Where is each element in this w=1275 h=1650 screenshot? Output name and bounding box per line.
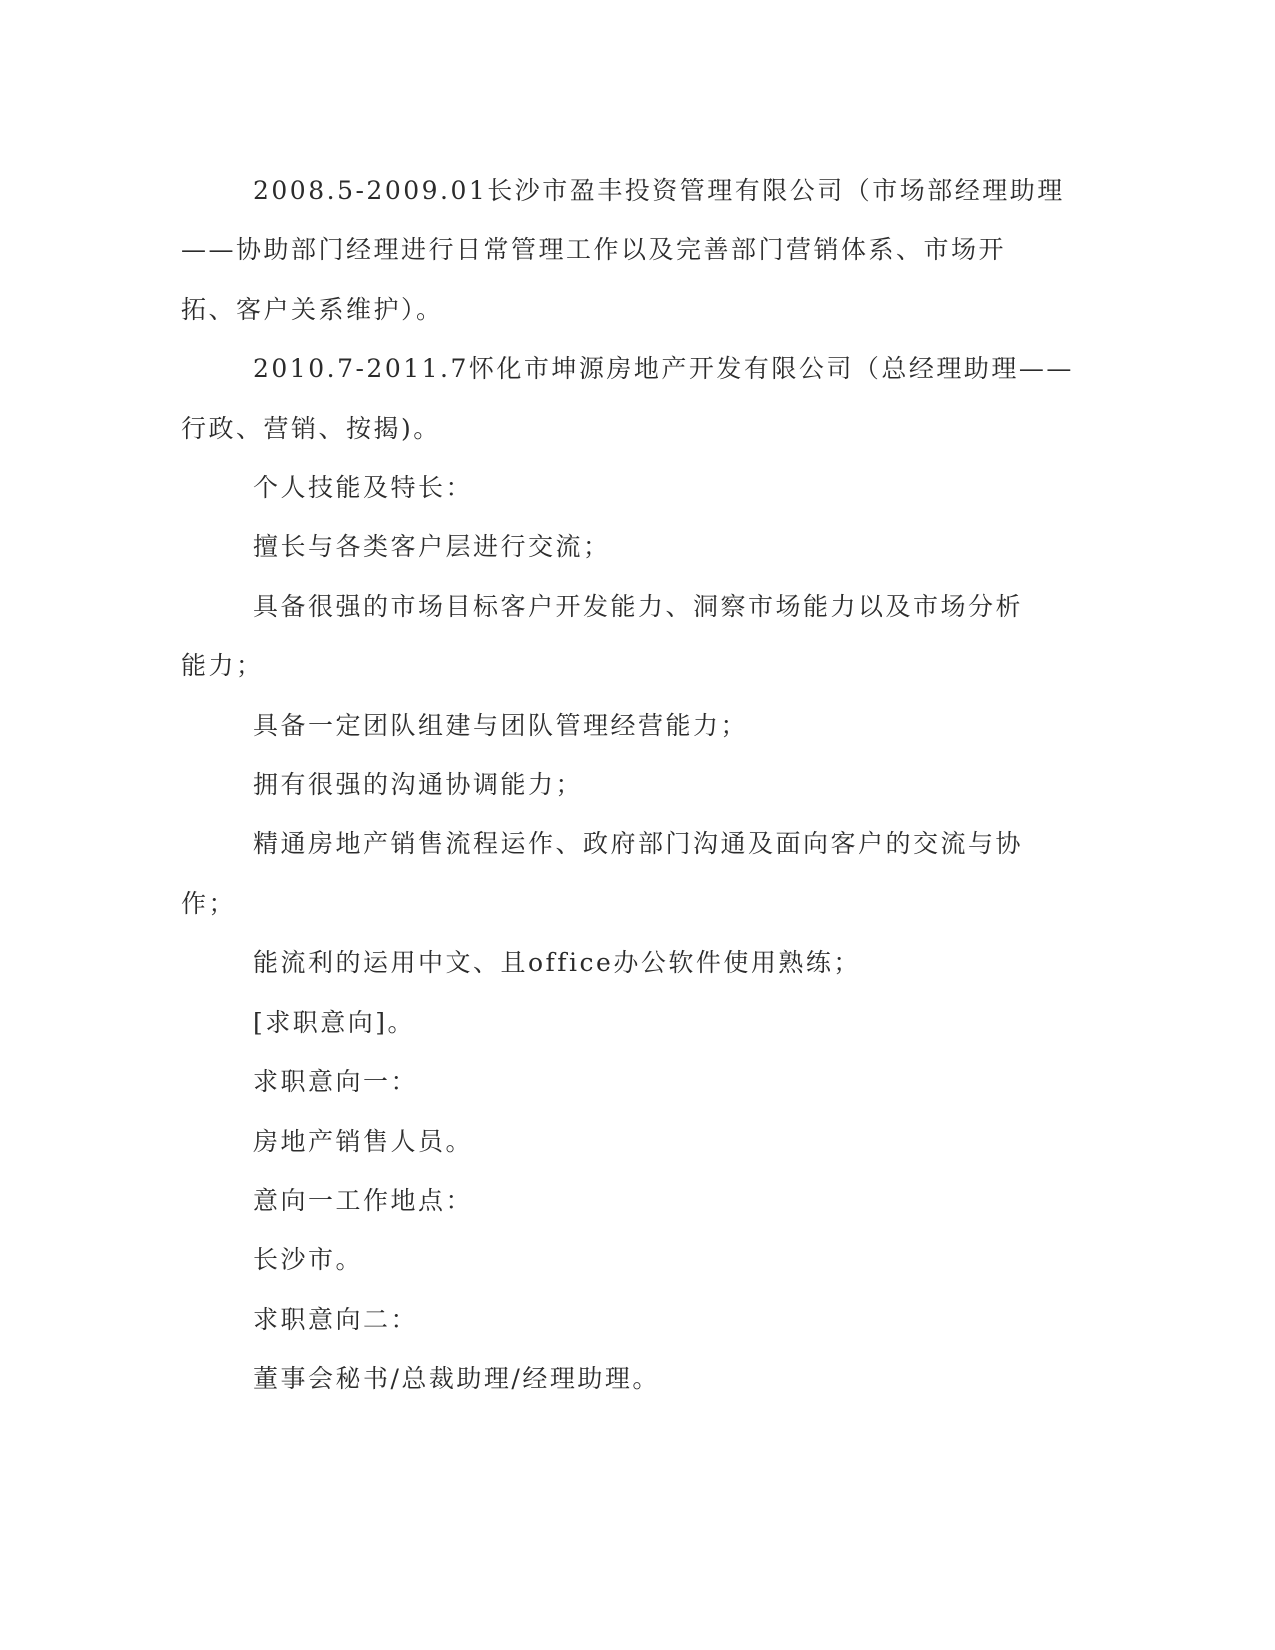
paragraph-work-experience-2	[181, 339, 1074, 458]
text-line: ——协助部门经理进行日常管理工作以及完善部门营销体系、市场开	[181, 235, 1007, 265]
paragraph-intention-1-label	[181, 1052, 1041, 1111]
text-line: 拥有很强的沟通协调能力；	[253, 770, 584, 800]
text-line: 精通房地产销售流程运作、政府部门沟通及面向客户的交流与协	[253, 829, 1024, 859]
paragraph-skill-communication	[181, 517, 1041, 576]
paragraph-skill-team	[181, 696, 1041, 755]
text-line: 具备很强的市场目标客户开发能力、洞察市场能力以及市场分析	[253, 591, 1024, 621]
paragraph-intention-1-location-label	[181, 1171, 1041, 1230]
paragraph-skill-office	[181, 933, 1041, 992]
text-line: 能力；	[181, 651, 264, 681]
text-line: 擅长与各类客户层进行交流；	[253, 532, 611, 562]
document-body	[181, 161, 1074, 1409]
paragraph-skill-real-estate	[181, 814, 1041, 933]
text-line: 房地产销售人员。	[253, 1126, 474, 1156]
paragraph-job-intention-heading	[181, 993, 1041, 1052]
paragraph-skill-market	[181, 577, 1041, 696]
text-line: 2008.5-2009.01长沙市盈丰投资管理有限公司（市场部经理助理	[253, 176, 1065, 205]
text-line: 求职意向一：	[253, 1067, 419, 1097]
text-line: 长沙市。	[253, 1245, 364, 1275]
text-line: 具备一定团队组建与团队管理经营能力；	[253, 710, 749, 740]
text-line: 2010.7-2011.7怀化市坤源房地产开发有限公司（总经理助理——	[253, 354, 1074, 384]
paragraph-intention-2-value	[181, 1349, 1041, 1408]
paragraph-skill-coordination	[181, 755, 1041, 814]
text-line: 董事会秘书/总裁助理/经理助理。	[253, 1364, 660, 1394]
text-line: 拓、客户关系维护）。	[181, 294, 444, 324]
text-line: 行政、营销、按揭)。	[181, 413, 441, 443]
text-line: 个人技能及特长：	[253, 473, 474, 503]
paragraph-intention-1-location-value	[181, 1230, 1041, 1289]
text-line: [求职意向]。	[253, 1007, 416, 1037]
paragraph-intention-1-value	[181, 1112, 1041, 1171]
text-line: 意向一工作地点：	[253, 1185, 474, 1215]
text-line: 能流利的运用中文、且office办公软件使用熟练；	[253, 948, 861, 978]
text-line: 作；	[181, 888, 237, 918]
paragraph-intention-2-label	[181, 1290, 1041, 1349]
paragraph-skills-heading	[181, 458, 1041, 517]
text-line: 求职意向二：	[253, 1304, 419, 1334]
paragraph-work-experience-1	[181, 161, 1065, 339]
